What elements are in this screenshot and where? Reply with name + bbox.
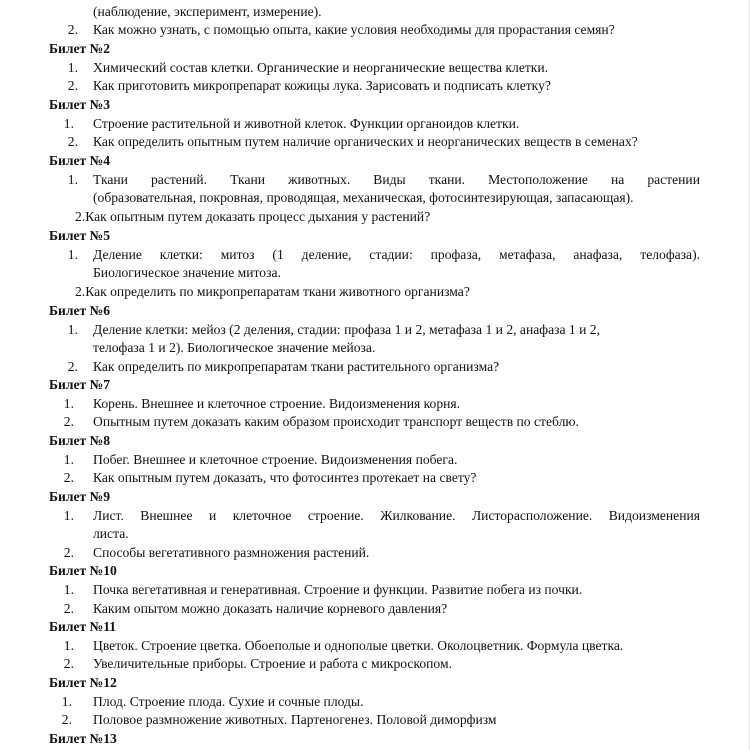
ticket-4-item-2: 2.Как опытным путем доказать процесс дыхания у растений? xyxy=(75,209,431,224)
ticket-title-8: Билет №8 xyxy=(49,433,111,448)
ticket-9-item-1-cont: листа. xyxy=(93,526,129,541)
ticket-9-item-1: 1. Лист. Внешнее и клеточное строение. Жилкование. Листорасположение. Видоизменения xyxy=(63,508,700,523)
ticket-5-item-1-cont: Биологическое значение митоза. xyxy=(93,265,281,280)
ticket-7-item-1: 1. Корень. Внешнее и клеточное строение. Видоизменения корня. xyxy=(63,396,461,411)
ticket-4-item-1-cont: (образовательная, покровная, проводящая, механическая, фотосинтезирующая, запасающая). xyxy=(93,190,634,205)
ticket-title-3: Билет №3 xyxy=(49,97,111,112)
ticket-3-item-2: 2. Как определить опытным путем наличие органических и неорганических веществ в семенах? xyxy=(67,134,638,149)
intro-continuation-line: (наблюдение, эксперимент, измерение). xyxy=(93,4,322,19)
ticket-title-11: Билет №11 xyxy=(49,619,117,634)
ticket-title-7: Билет №7 xyxy=(49,377,111,392)
ticket-11-item-1: 1. Цветок. Строение цветка. Обоеполые и однополые цветки. Околоцветник. Формула цветка. xyxy=(63,638,624,653)
ticket-6-item-2: 2. Как определить по микропрепаратам ткани растительного организма? xyxy=(67,359,500,374)
ticket-9-item-2: 2. Способы вегетативного размножения растений. xyxy=(63,545,370,560)
ticket-title-2: Билет №2 xyxy=(49,41,111,56)
ticket-10-item-1: 1. Почка вегетативная и генеративная. Строение и функции. Развитие побега из почки. xyxy=(63,582,583,597)
ticket-title-4: Билет №4 xyxy=(49,153,111,168)
ticket-title-9: Билет №9 xyxy=(49,489,111,504)
ticket-5-item-1: 1. Деление клетки: митоз (1 деление, стадии: профаза, метафаза, анафаза, телофаза). xyxy=(67,247,700,262)
ticket-6-item-1-cont: телофаза 1 и 2). Биологическое значение мейоза. xyxy=(93,340,376,355)
ticket-2-item-2: 2. Как приготовить микропрепарат кожицы лука. Зарисовать и подписать клетку? xyxy=(67,78,551,93)
ticket-6-item-1: 1. Деление клетки: мейоз (2 деления, стадии: профаза 1 и 2, метафаза 1 и 2, анафаза 1 и 2, xyxy=(67,322,600,337)
ticket-2-item-1: 1. Химический состав клетки. Органические и неорганические вещества клетки. xyxy=(67,60,549,75)
ticket-5-item-2: 2.Как определить по микропрепаратам ткани животного организма? xyxy=(75,284,470,299)
ticket-7-item-2: 2. Опытным путем доказать каким образом происходит транспорт веществ по стеблю. xyxy=(63,414,579,429)
ticket-12-item-1: 1. Плод. Строение плода. Сухие и сочные плоды. xyxy=(61,694,364,709)
ticket-10-item-2: 2. Каким опытом можно доказать наличие корневого давления? xyxy=(63,601,448,616)
ticket-title-10: Билет №10 xyxy=(49,563,117,578)
intro-item-2: 2. Как можно узнать, с помощью опыта, какие условия необходимы для прорастания семян? xyxy=(67,22,615,37)
ticket-12-item-2: 2. Половое размножение животных. Партеногенез. Половой диморфизм xyxy=(61,712,497,727)
ticket-title-5: Билет №5 xyxy=(49,228,111,243)
ticket-11-item-2: 2. Увеличительные приборы. Строение и работа с микроскопом. xyxy=(63,656,452,671)
ticket-3-item-1: 1. Строение растительной и животной клеток. Функции органоидов клетки. xyxy=(63,116,520,131)
ticket-title-12: Билет №12 xyxy=(49,675,117,690)
ticket-title-6: Билет №6 xyxy=(49,303,111,318)
ticket-8-item-1: 1. Побег. Внешнее и клеточное строение. Видоизменения побега. xyxy=(63,452,458,467)
ticket-8-item-2: 2. Как опытным путем доказать, что фотосинтез протекает на свету? xyxy=(63,470,477,485)
ticket-4-item-1: 1. Ткани растений. Ткани животных. Виды ткани. Местоположение на растении xyxy=(67,172,700,187)
ticket-title-13: Билет №13 xyxy=(49,731,117,746)
